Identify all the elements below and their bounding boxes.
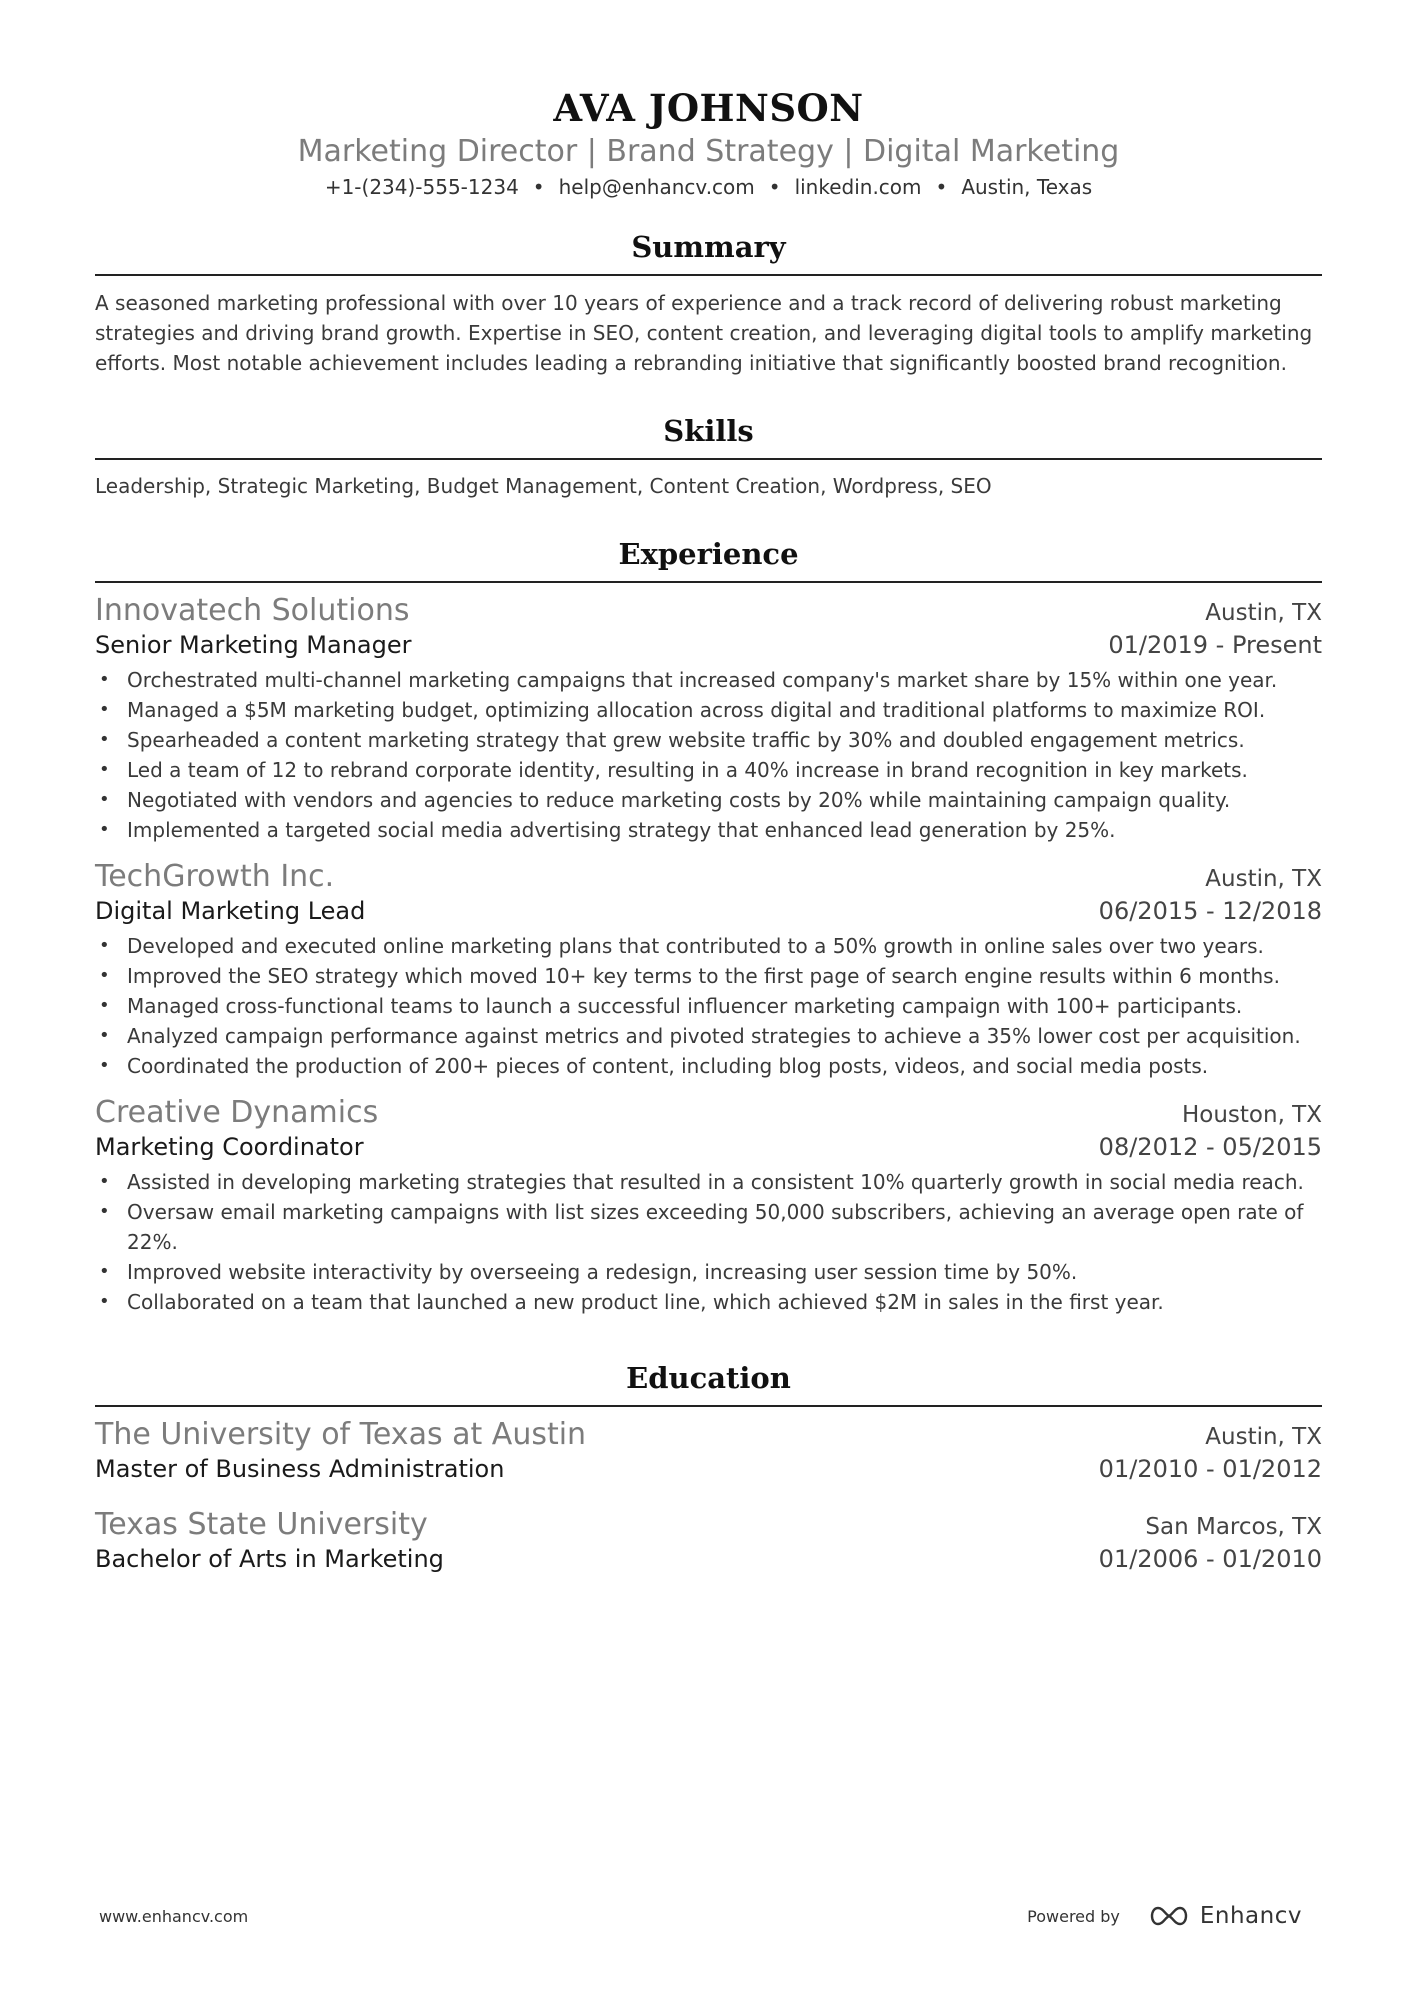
company-name: Innovatech Solutions: [95, 593, 410, 628]
section-title-summary: Summary: [631, 230, 786, 264]
skills-section: [95, 412, 1322, 501]
page-footer: [0, 1903, 1410, 1937]
job-bullets: [95, 665, 1322, 845]
list-item: • Orchestrated multi-channel marketing campaigns that increased company's market share by 15% within one year.: [95, 665, 1322, 695]
education-entry: [95, 1507, 1322, 1575]
job-entry: [95, 1095, 1322, 1317]
bullet-separator: •: [768, 175, 781, 199]
education-dates: 01/2010 - 01/2012: [1098, 1455, 1322, 1483]
company-name: TechGrowth Inc.: [95, 859, 335, 894]
skills-text: Leadership, Strategic Marketing, Budget Management, Content Creation, Wordpress, SEO: [95, 474, 992, 498]
powered-by: [1027, 1903, 1302, 1929]
school-name: Texas State University: [95, 1507, 428, 1542]
section-divider: [95, 1405, 1322, 1407]
job-bullets: [95, 931, 1322, 1081]
job-role: Senior Marketing Manager: [95, 631, 412, 659]
list-item: • Coordinated the production of 200+ pieces of content, including blog posts, videos, and social media posts.: [95, 1051, 1322, 1081]
school-location: San Marcos, TX: [1145, 1514, 1322, 1540]
resume-page: [95, 0, 1322, 1575]
degree: Master of Business Administration: [95, 1455, 505, 1483]
list-item: • Oversaw email marketing campaigns with list sizes exceeding 50,000 subscribers, achieving an average open rate of 22%.: [95, 1197, 1322, 1257]
job-entry: [95, 593, 1322, 845]
linkedin-link[interactable]: linkedin.com: [794, 175, 922, 199]
list-item: • Developed and executed online marketing plans that contributed to a 50% growth in online sales over two years.: [95, 931, 1322, 961]
section-divider: [95, 458, 1322, 460]
education-dates: 01/2006 - 01/2010: [1098, 1545, 1322, 1573]
job-bullets: [95, 1167, 1322, 1317]
list-item: • Improved the SEO strategy which moved 10+ key terms to the first page of search engine results within 6 months.: [95, 961, 1322, 991]
bullet-separator: •: [532, 175, 545, 199]
list-item: • Assisted in developing marketing strategies that resulted in a consistent 10% quarterly growth in social media reach.: [95, 1167, 1322, 1197]
experience-section: [95, 535, 1322, 1317]
list-item: • Negotiated with vendors and agencies to reduce marketing costs by 20% while maintaining campaign quality.: [95, 785, 1322, 815]
summary-section: [95, 228, 1322, 378]
section-title-skills: Skills: [663, 414, 754, 448]
website-link[interactable]: www.enhancv.com: [99, 1907, 249, 1926]
job-dates: 08/2012 - 05/2015: [1098, 1133, 1322, 1161]
list-item: • Spearheaded a content marketing strategy that grew website traffic by 30% and doubled engagement metrics.: [95, 725, 1322, 755]
job-location: Austin, TX: [1205, 866, 1322, 892]
job-entry: [95, 859, 1322, 1081]
job-dates: 06/2015 - 12/2018: [1098, 897, 1322, 925]
section-divider: [95, 274, 1322, 276]
section-divider: [95, 581, 1322, 583]
school-name: The University of Texas at Austin: [95, 1417, 587, 1452]
list-item: • Managed cross-functional teams to launch a successful influencer marketing campaign with 100+ participants.: [95, 991, 1322, 1021]
list-item: • Improved website interactivity by overseeing a redesign, increasing user session time by 50%.: [95, 1257, 1322, 1287]
education-section: [95, 1359, 1322, 1575]
list-item: • Implemented a targeted social media advertising strategy that enhanced lead generation by 25%.: [95, 815, 1322, 845]
brand-name: Enhancv: [1199, 1903, 1302, 1929]
contact-line: [95, 174, 1322, 200]
job-role: Marketing Coordinator: [95, 1133, 364, 1161]
candidate-title: Marketing Director | Brand Strategy | Digital Marketing: [297, 134, 1120, 169]
location: Austin, Texas: [961, 175, 1093, 199]
job-location: Austin, TX: [1205, 600, 1322, 626]
list-item: • Managed a $5M marketing budget, optimizing allocation across digital and traditional platforms to maximize ROI.: [95, 695, 1322, 725]
job-role: Digital Marketing Lead: [95, 897, 366, 925]
company-name: Creative Dynamics: [95, 1095, 379, 1130]
candidate-name: AVA JOHNSON: [553, 86, 864, 130]
summary-text: A seasoned marketing professional with over 10 years of experience and a track record of delivering robust marketing strategies and driving brand growth. Expertise in SEO, content creation, and leveraging digital tools to amplify marketing efforts. Most notable achievement includes leading a rebranding initiative that significantly boosted brand recognition.: [95, 291, 1313, 375]
section-title-education: Education: [626, 1361, 791, 1395]
email-link[interactable]: help@enhancv.com: [558, 175, 755, 199]
powered-by-label: Powered by: [1027, 1906, 1120, 1926]
section-title-experience: Experience: [618, 537, 799, 571]
phone: +1-(234)-555-1234: [324, 175, 519, 199]
bullet-separator: •: [935, 175, 948, 199]
enhancv-logo-icon: [1146, 1904, 1192, 1928]
list-item: • Led a team of 12 to rebrand corporate identity, resulting in a 40% increase in brand recognition in key markets.: [95, 755, 1322, 785]
job-location: Houston, TX: [1181, 1102, 1322, 1128]
job-dates: 01/2019 - Present: [1108, 631, 1322, 659]
education-entry: [95, 1417, 1322, 1485]
list-item: • Analyzed campaign performance against metrics and pivoted strategies to achieve a 35% lower cost per acquisition.: [95, 1021, 1322, 1051]
school-location: Austin, TX: [1205, 1424, 1322, 1450]
list-item: • Collaborated on a team that launched a new product line, which achieved $2M in sales in the first year.: [95, 1287, 1322, 1317]
degree: Bachelor of Arts in Marketing: [95, 1545, 444, 1573]
